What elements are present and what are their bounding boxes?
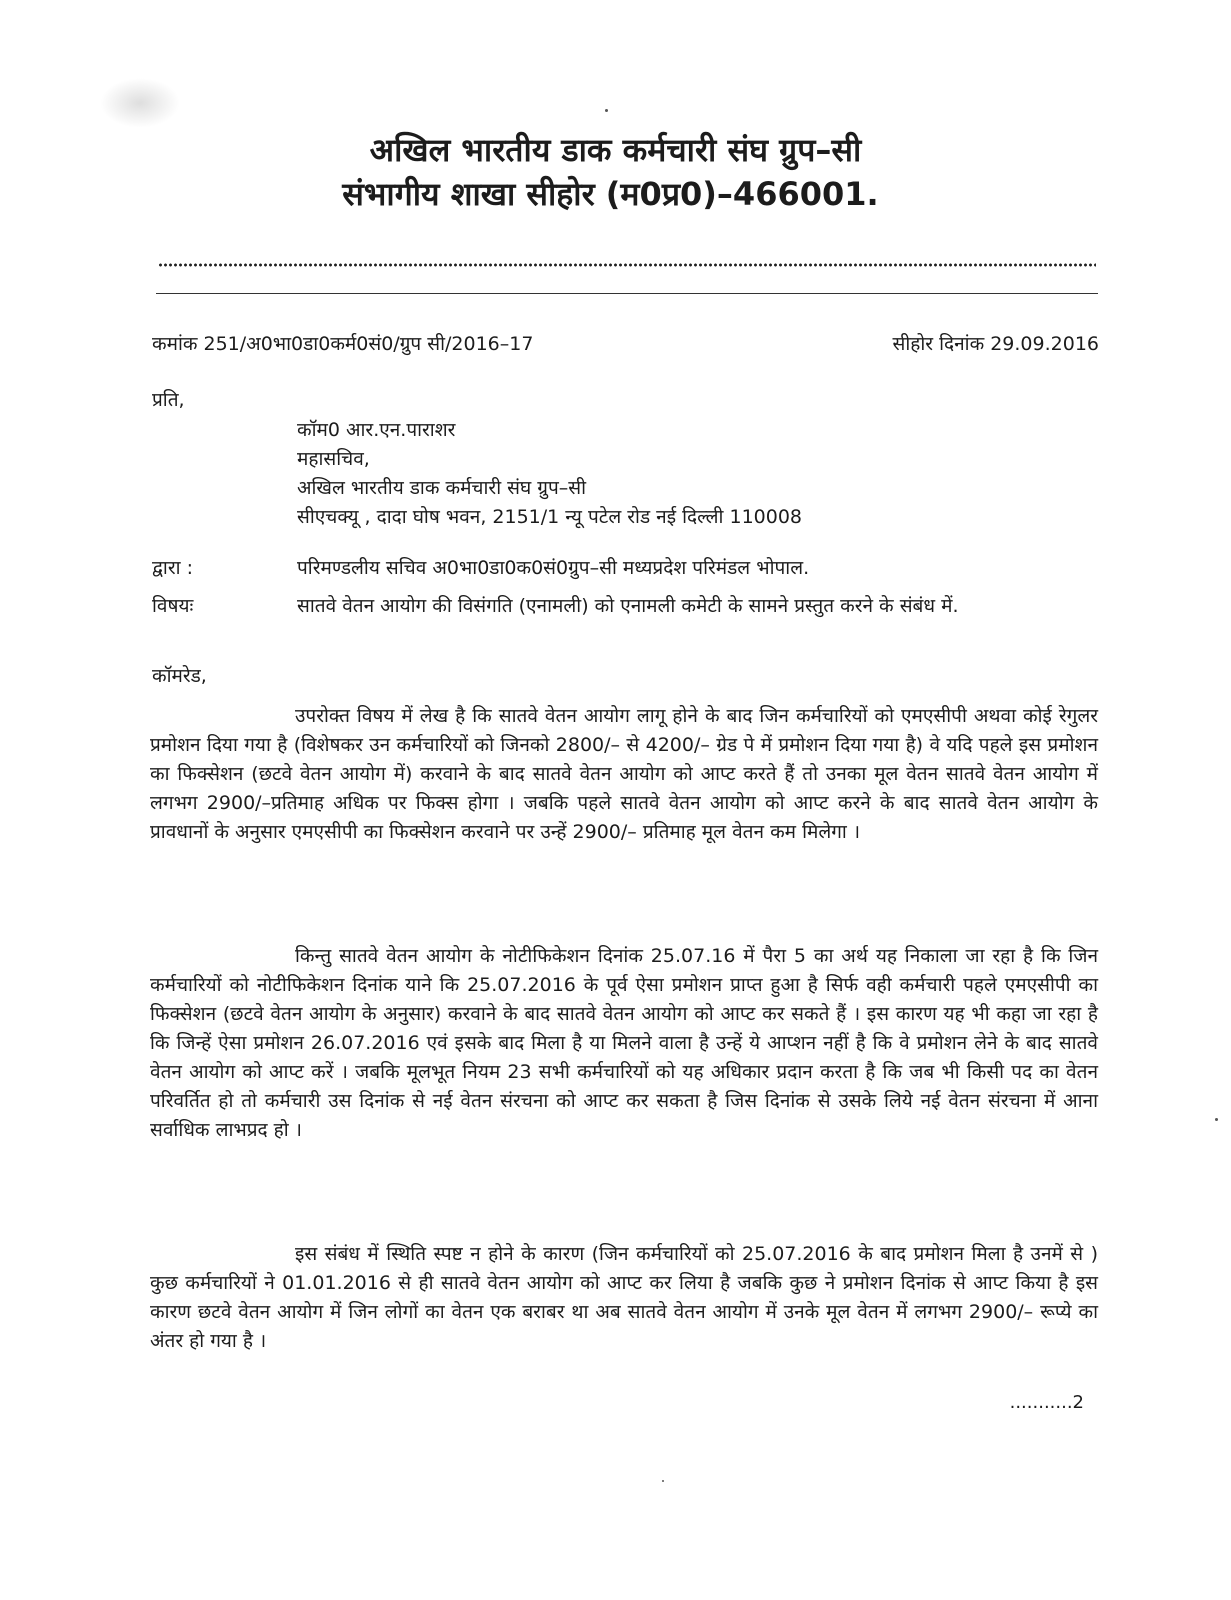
addressee-name: कॉम0 आर.एन.पाराशर [297,419,456,441]
scan-speck [605,109,608,112]
solid-divider [156,293,1098,294]
letterhead [0,128,1231,216]
addressee-designation: महासचिव, [297,448,370,470]
scan-smudge [100,78,180,128]
via-value: परिमण्डलीय सचिव अ0भा0डा0क0सं0ग्रुप–सी मध्यप्रदेश परिमंडल भोपाल. [297,557,810,579]
paragraph-1: उपरोक्त विषय में लेख है कि सातवे वेतन आयोग लागू होने के बाद जिन कर्मचारियों को एमएसीपी अथवा कोई रेगुलर प्रमोशन दिया गया है (विशेषकर उन कर्मचारियों को जिनको 2800/– से 4200/– ग्रेड पे में प्रमोशन दिया गया है) वे यदि पहले इस प्रमोशन का फिक्सेशन (छटवे वेतन आयोग में) करवाने के बाद सातवे वेतन आयोग को आप्ट करते हैं तो उनका मूल वेतन सातवे वेतन आयोग में लगभग 2900/–प्रतिमाह अधिक पर फिक्स होगा । जबकि पहले सातवे वेतन आयोग को आप्ट करने के बाद सातवे वेतन आयोग के प्रावधानों के अनुसार एमएसीपी का फिक्सेशन करवाने पर उन्हें 2900/– प्रतिमाह मूल वेतन कम मिलेगा । [150,705,1098,843]
to-label: प्रति, [152,389,185,411]
greeting: कॉमरेड, [152,665,207,687]
letterhead-line-1: अखिल भारतीय डाक कर्मचारी संघ ग्रुप–सी [369,131,862,169]
place-date: सीहोर दिनांक 29.09.2016 [892,333,1099,355]
reference-line [152,330,1099,356]
addressee-block [297,416,802,532]
dotted-divider [158,262,1096,268]
paragraph-3: इस संबंध में स्थिति स्पष्ट न होने के कारण (जिन कर्मचारियों को 25.07.2016 के बाद प्रमोशन मिला है उनमें से ) कुछ कर्मचारियों ने 01.01.2016 से ही सातवे वेतन आयोग को आप्ट कर लिया है जबकि कुछ ने प्रमोशन दिनांक से आप्ट किया है इस कारण छटवे वेतन आयोग में जिन लोगों का वेतन एक बराबर था अब सातवे वेतन आयोग में उनके मूल वेतन में लगभग 2900/– रूप्ये का अंतर हो गया है । [150,1243,1098,1352]
subject-label: विषयः [152,595,194,617]
paragraph-2: किन्तु सातवे वेतन आयोग के नोटीफिकेशन दिनांक 25.07.16 में पैरा 5 का अर्थ यह निकाला जा रहा है कि जिन कर्मचारियों को नोटीफिकेशन दिनांक याने कि 25.07.2016 के पूर्व ऐसा प्रमोशन प्राप्त हुआ है सिर्फ वही कर्मचारी पहले एमएसीपी का फिक्सेशन (छटवे वेतन आयोग के अनुसार) करवाने के बाद सातवे वेतन आयोग को आप्ट कर सकते हैं । इस कारण यह भी कहा जा रहा है कि जिन्हें ऐसा प्रमोशन 26.07.2016 एवं इसके बाद मिला है या मिलने वाला है उन्हें ये आप्शन नहीं है कि वे प्रमोशन लेने के बाद सातवे वेतन आयोग को आप्ट करें । जबकि मूलभूत नियम 23 सभी कर्मचारियों को यह अधिकार प्रदान करता है कि जब भी किसी पद का वेतन परिवर्तित हो तो कर्मचारी उस दिनांक से नई वेतन संरचना को आप्ट कर सकता है जिस दिनांक से उसके लिये नई वेतन संरचना में आना सर्वाधिक लाभप्रद हो । [150,945,1098,1141]
subject-value: सातवे वेतन आयोग की विसंगति (एनामली) को एनामली कमेटी के सामने प्रस्तुत करने के संबंध में. [297,595,959,617]
reference-number: कमांक 251/अ0भा0डा0कर्म0सं0/ग्रुप सी/2016–17 [152,333,534,355]
letterhead-line-2: संभागीय शाखा सीहोर (म0प्र0)–466001. [342,175,879,213]
addressee-address: सीएचक्यू , दादा घोष भवन, 2151/1 न्यू पटेल रोड नई दिल्ली 110008 [297,506,803,528]
page-continuation: ...........2 [1009,1392,1084,1413]
scan-speck [1215,1118,1218,1121]
scan-speck [662,1480,664,1482]
addressee-organisation: अखिल भारतीय डाक कर्मचारी संघ ग्रुप–सी [297,477,587,499]
via-label: द्वारा : [152,557,193,579]
